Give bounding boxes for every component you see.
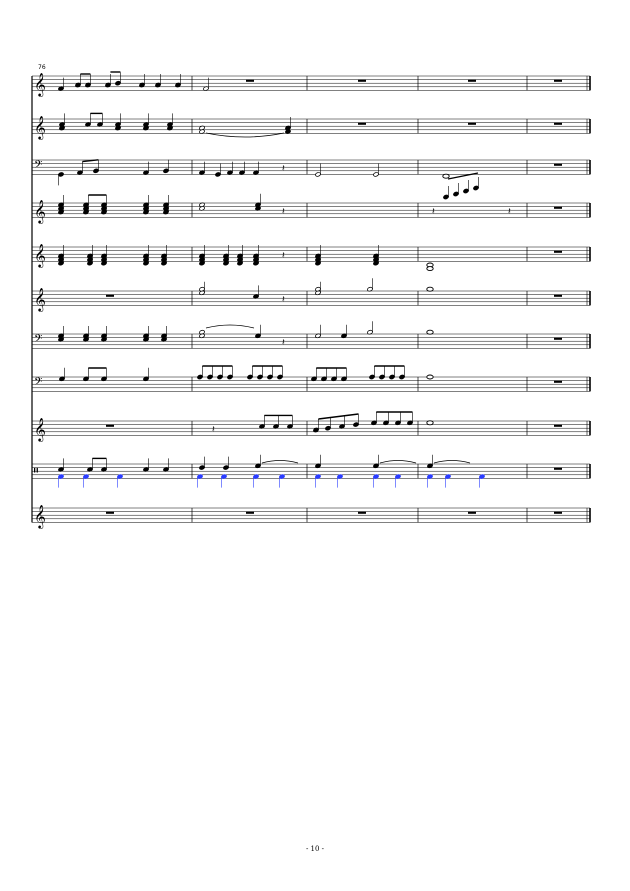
rest: 𝄽 (282, 338, 285, 348)
tie (380, 461, 416, 464)
whole-rest (246, 80, 254, 82)
beam (448, 173, 478, 179)
whole-rest (468, 80, 476, 82)
treble-clef: 𝄞 (34, 115, 46, 139)
whole-rest (554, 80, 562, 82)
tie (206, 325, 254, 328)
bass-clef: 𝄢 (34, 333, 43, 348)
treble-clef: 𝄞 (34, 287, 46, 311)
whole-rest (554, 207, 562, 209)
whole-note (427, 421, 433, 425)
whole-rest (554, 164, 562, 166)
whole-rest (554, 251, 562, 253)
whole-rest (554, 381, 562, 383)
treble-clef: 𝄞 (34, 199, 46, 223)
whole-rest (554, 295, 562, 297)
rest: 𝄽 (508, 207, 511, 217)
whole-note (427, 330, 433, 334)
rest: 𝄽 (282, 295, 285, 305)
rest: 𝄽 (282, 251, 285, 261)
whole-rest (358, 123, 366, 125)
whole-rest (106, 512, 114, 514)
whole-rest (468, 123, 476, 125)
whole-rest (554, 123, 562, 125)
whole-rest (106, 425, 114, 427)
treble-clef: 𝄞 (34, 72, 46, 96)
whole-note (443, 174, 449, 178)
page-number: - 10 - (305, 845, 325, 853)
beam (318, 414, 358, 419)
rest: 𝄽 (212, 425, 215, 435)
measure-number: 76 (38, 64, 46, 71)
rest: 𝄽 (432, 207, 435, 217)
whole-rest (554, 338, 562, 340)
whole-rest (554, 425, 562, 427)
whole-note (427, 287, 433, 291)
whole-rest (358, 512, 366, 514)
whole-note (427, 375, 433, 379)
tie (434, 461, 470, 464)
tie (262, 461, 298, 464)
treble-clef: 𝄞 (34, 417, 46, 441)
percussion-clef: 𝄥 (34, 464, 38, 479)
whole-rest (554, 468, 562, 470)
bass-clef: 𝄢 (34, 376, 43, 391)
whole-rest (106, 295, 114, 297)
whole-rest (358, 80, 366, 82)
treble-clef: 𝄞 (34, 504, 46, 528)
whole-note (427, 267, 433, 271)
whole-rest (554, 512, 562, 514)
whole-rest (468, 512, 476, 514)
rest: 𝄽 (282, 164, 285, 174)
treble-clef: 𝄞 (34, 243, 46, 267)
bass-clef: 𝄢 (34, 159, 43, 174)
rest: 𝄽 (282, 207, 285, 217)
whole-rest (246, 512, 254, 514)
